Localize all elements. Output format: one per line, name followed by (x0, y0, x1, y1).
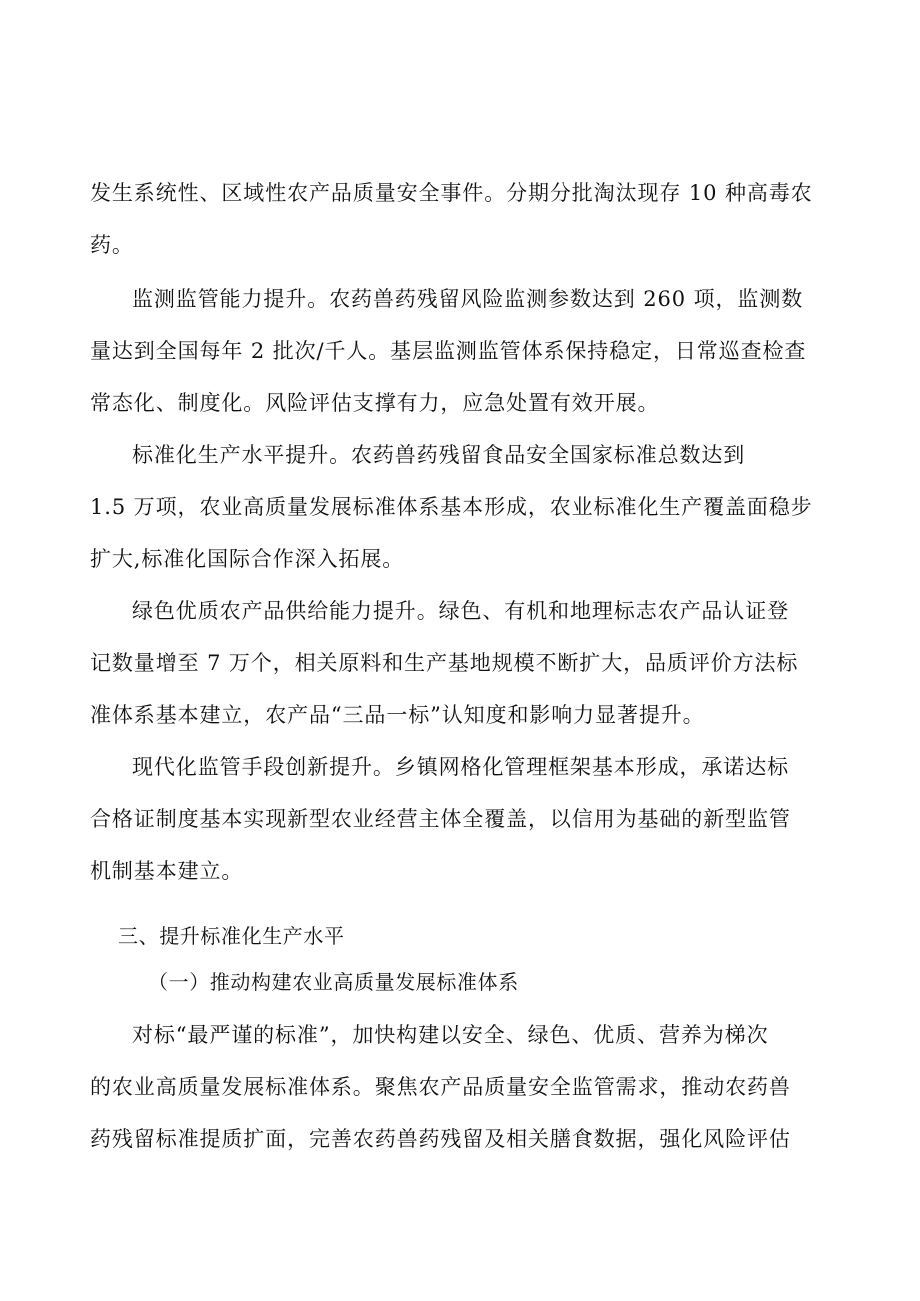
paragraph-line: 1.5 万项，农业高质量发展标准体系基本形成，农业标准化生产覆盖面稳步 (90, 495, 813, 519)
paragraph-line: 药残留标准提质扩面，完善农药兽药残留及相关膳食数据，强化风险评估 (90, 1127, 791, 1151)
paragraph-line: 的农业高质量发展标准体系。聚焦农产品质量安全监管需求，推动农药兽 (90, 1075, 791, 1099)
paragraph-line: 合格证制度基本实现新型农业经营主体全覆盖，以信用为基础的新型监管 (90, 807, 791, 831)
paragraph-line: 量达到全国每年 2 批次/千人。基层监测监管体系保持稳定，日常巡查检查 (90, 339, 807, 363)
paragraph-line: 标准化生产水平提升。农药兽药残留食品安全国家标准总数达到 (132, 443, 746, 467)
paragraph-line: 准体系基本建立，农产品“三品一标”认知度和影响力显著提升。 (90, 703, 705, 727)
paragraph-line: 常态化、制度化。风险评估支撑有力，应急处置有效开展。 (90, 391, 660, 415)
paragraph-line: 发生系统性、区域性农产品质量安全事件。分期分批淘汰现存 10 种高毒农 (90, 181, 813, 205)
subsection-heading: （一）推动构建农业高质量发展标准体系 (148, 970, 519, 994)
paragraph-line: 记数量增至 7 万个，相关原料和生产基地规模不断扩大，品质评价方法标 (90, 651, 799, 675)
paragraph-line: 药。 (90, 233, 134, 257)
paragraph-line: 扩大,标准化国际合作深入拓展。 (90, 547, 405, 571)
paragraph-line: 绿色优质农产品供给能力提升。绿色、有机和地理标志农产品认证登 (132, 599, 789, 623)
paragraph-line: 监测监管能力提升。农药兽药残留风险监测参数达到 260 项，监测数 (132, 287, 804, 311)
paragraph-line: 对标“最严谨的标准”，加快构建以安全、绿色、优质、营养为梯次 (132, 1023, 769, 1047)
paragraph-line: 现代化监管手段创新提升。乡镇网格化管理框架基本形成，承诺达标 (132, 755, 789, 779)
paragraph-line: 机制基本建立。 (90, 859, 244, 883)
section-heading: 三、提升标准化生产水平 (118, 924, 345, 948)
